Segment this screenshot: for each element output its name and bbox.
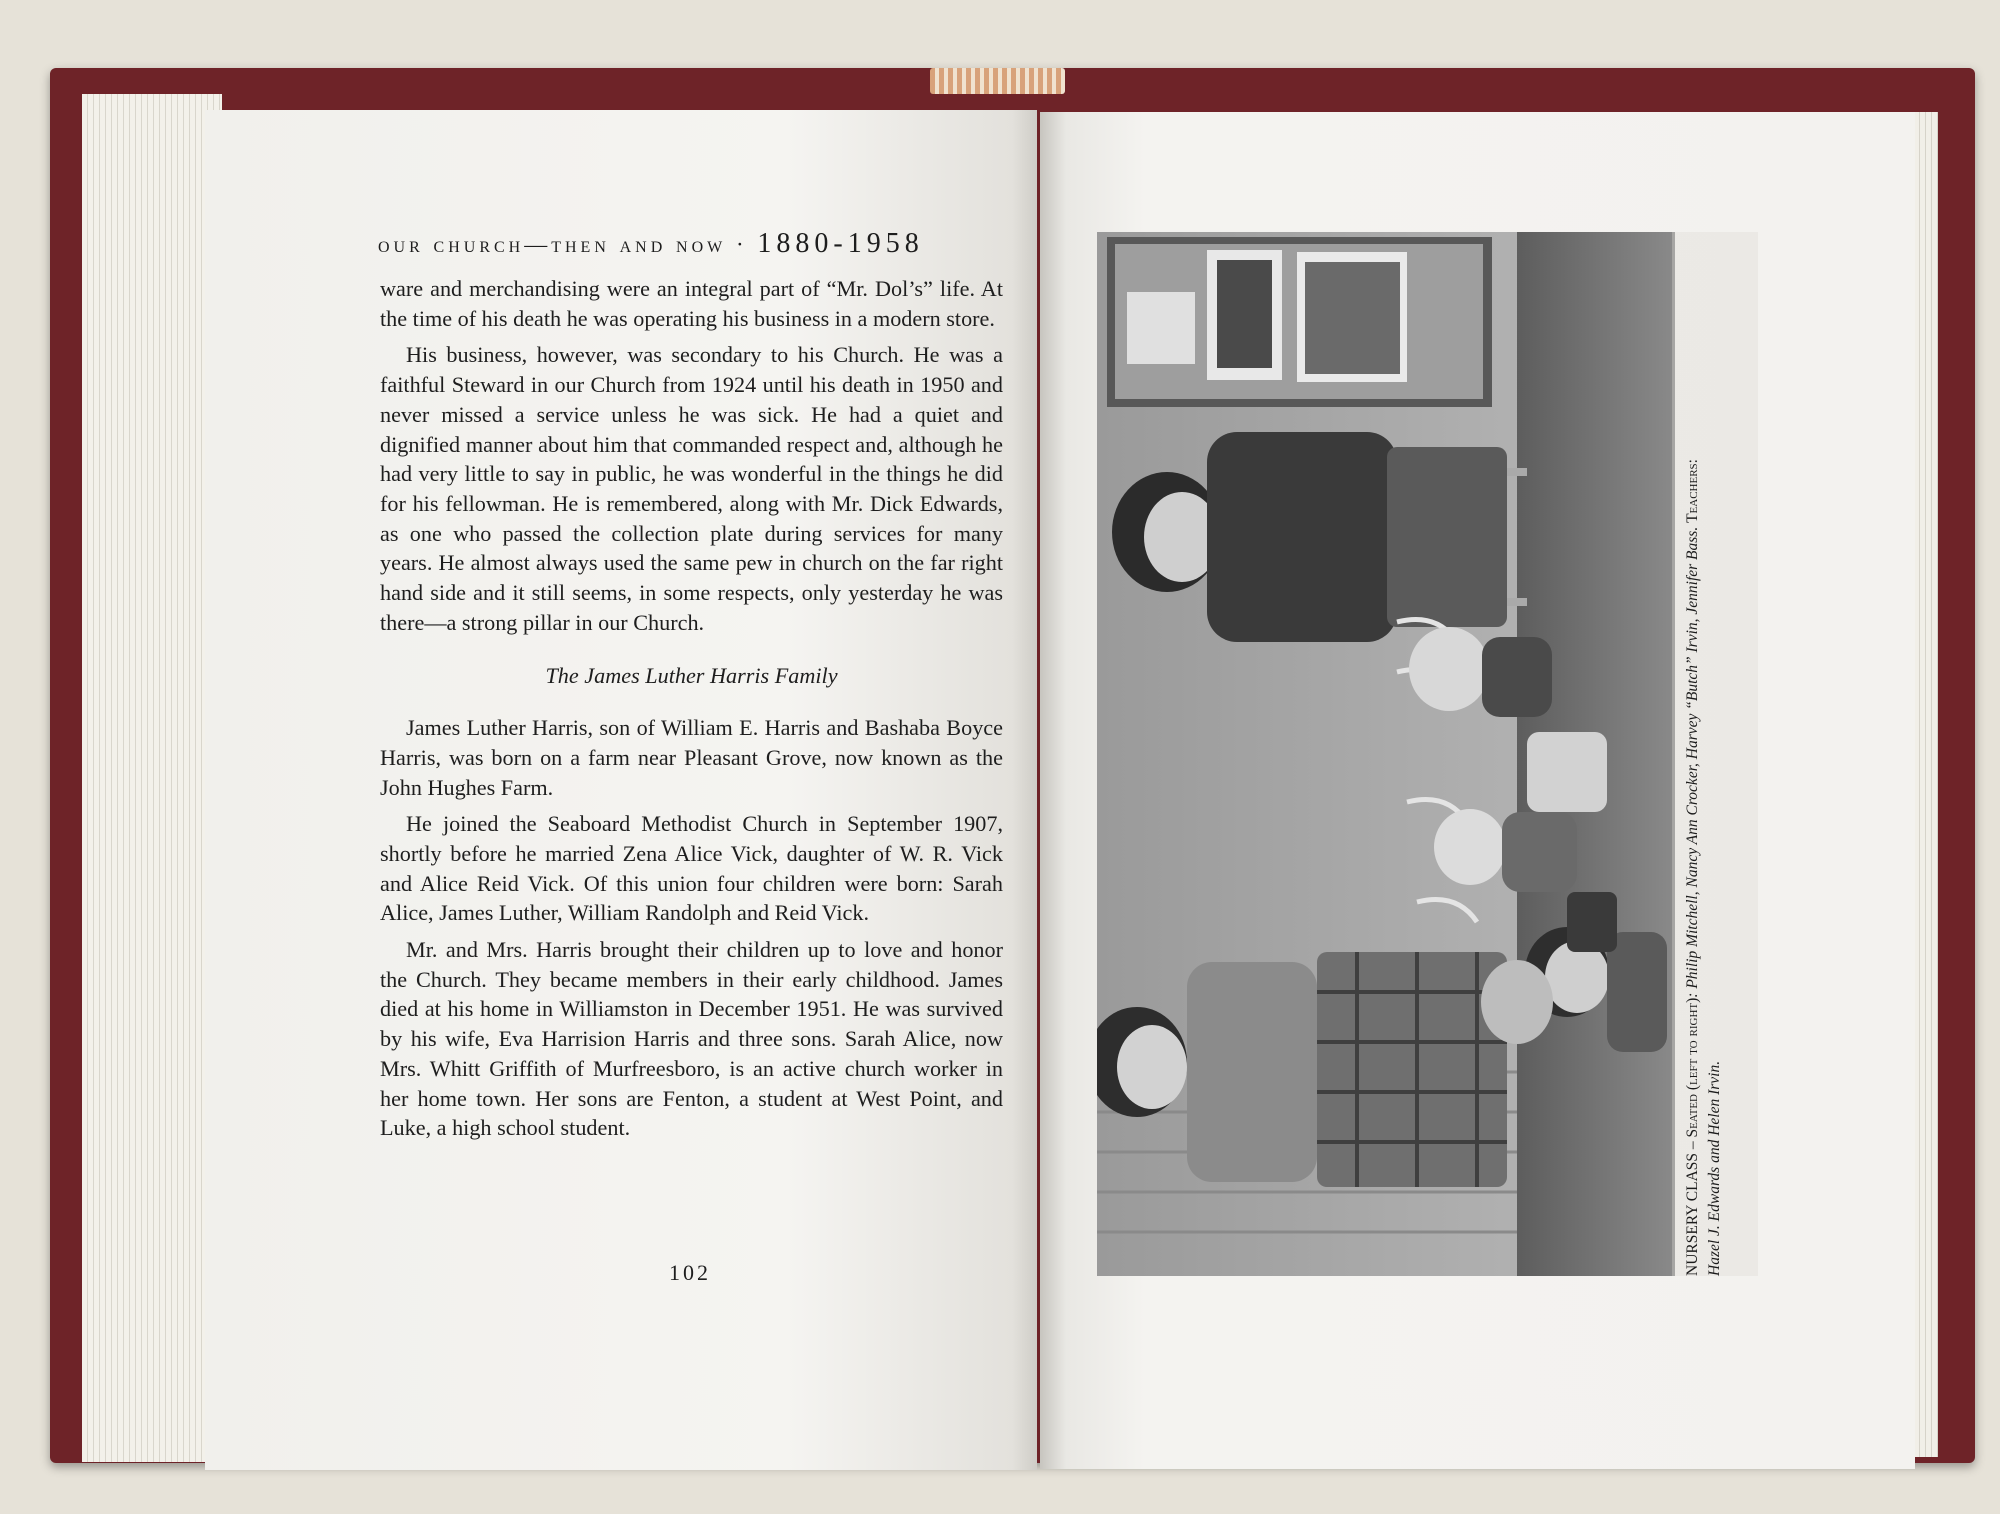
- headband: [930, 68, 1065, 94]
- running-head: [378, 228, 1003, 260]
- section-heading: The James Luther Harris Family: [545, 663, 838, 689]
- caption-seated-names: : Philip Mitchell, Nancy Ann Crocker, Harvey “Butch” Irvin, Jennifer Bass.: [1684, 522, 1701, 998]
- photo-caption: [1682, 232, 1726, 1276]
- paragraph-2: His business, however, was secondary to his Church. He was a faithful Steward in our Church from 1924 until his death in 1950 and never missed a service unless he was sick. He had a quiet and dignified manner about him that commanded respect and, although he had very little to say in public, he was wonderful in the things he did for his fellowman. He is remembered, along with Mr. Dick Edwards, as one who passed the collection plate during services for many years. He almost always used the same pew in church on the far right hand side and it still seems, in some respects, only yesterday he was there—a strong pillar in our Church.: [380, 342, 1003, 635]
- paragraph-5: Mr. and Mrs. Harris brought their children up to love and honor the Church. They became members in their early childhood. James died at his home in Williamston in December 1951. He was survived by his wife, Eva Harrision Harris and three sons. Sarah Alice, now Mrs. Whitt Griffith of Murfreesboro, is an active church worker in her home town. Her sons are Fenton, a student at West Point, and Luke, a high school student.: [380, 937, 1003, 1141]
- photo-caption-wrap: [1682, 232, 1748, 1276]
- caption-lead: NURSERY CLASS –: [1684, 1137, 1701, 1276]
- photo-illustration: [1097, 232, 1675, 1276]
- caption-teachers-label: Teachers:: [1684, 459, 1701, 523]
- nursery-class-photo: [1097, 232, 1675, 1276]
- paragraph-1: ware and merchandising were an integral part of “Mr. Dol’s” life. At the time of his death he was operating his business in a modern store.: [380, 276, 1003, 331]
- paragraph-4: He joined the Seaboard Methodist Church in September 1907, shortly before he married Zena Alice Vick, daughter of W. R. Vick and Alice Reid Vick. Of this union four children were born: Sarah Alice, James Luther, William Randolph and Reid Vick.: [380, 811, 1003, 926]
- caption-teachers-names: Hazel J. Edwards and Helen Irvin.: [1706, 1060, 1723, 1276]
- page-edges-left: [82, 94, 222, 1462]
- caption-seated-label: Seated (left to right): [1684, 997, 1701, 1138]
- left-page-body: [380, 274, 1003, 1143]
- paragraph-3: James Luther Harris, son of William E. Harris and Bashaba Boyce Harris, was born on a farm near Pleasant Grove, now known as the John Hughes Farm.: [380, 715, 1003, 800]
- running-head-years: 1880-1958: [757, 228, 924, 259]
- running-head-title: our church—then and now ·: [378, 232, 748, 257]
- page-number: 102: [669, 1260, 711, 1285]
